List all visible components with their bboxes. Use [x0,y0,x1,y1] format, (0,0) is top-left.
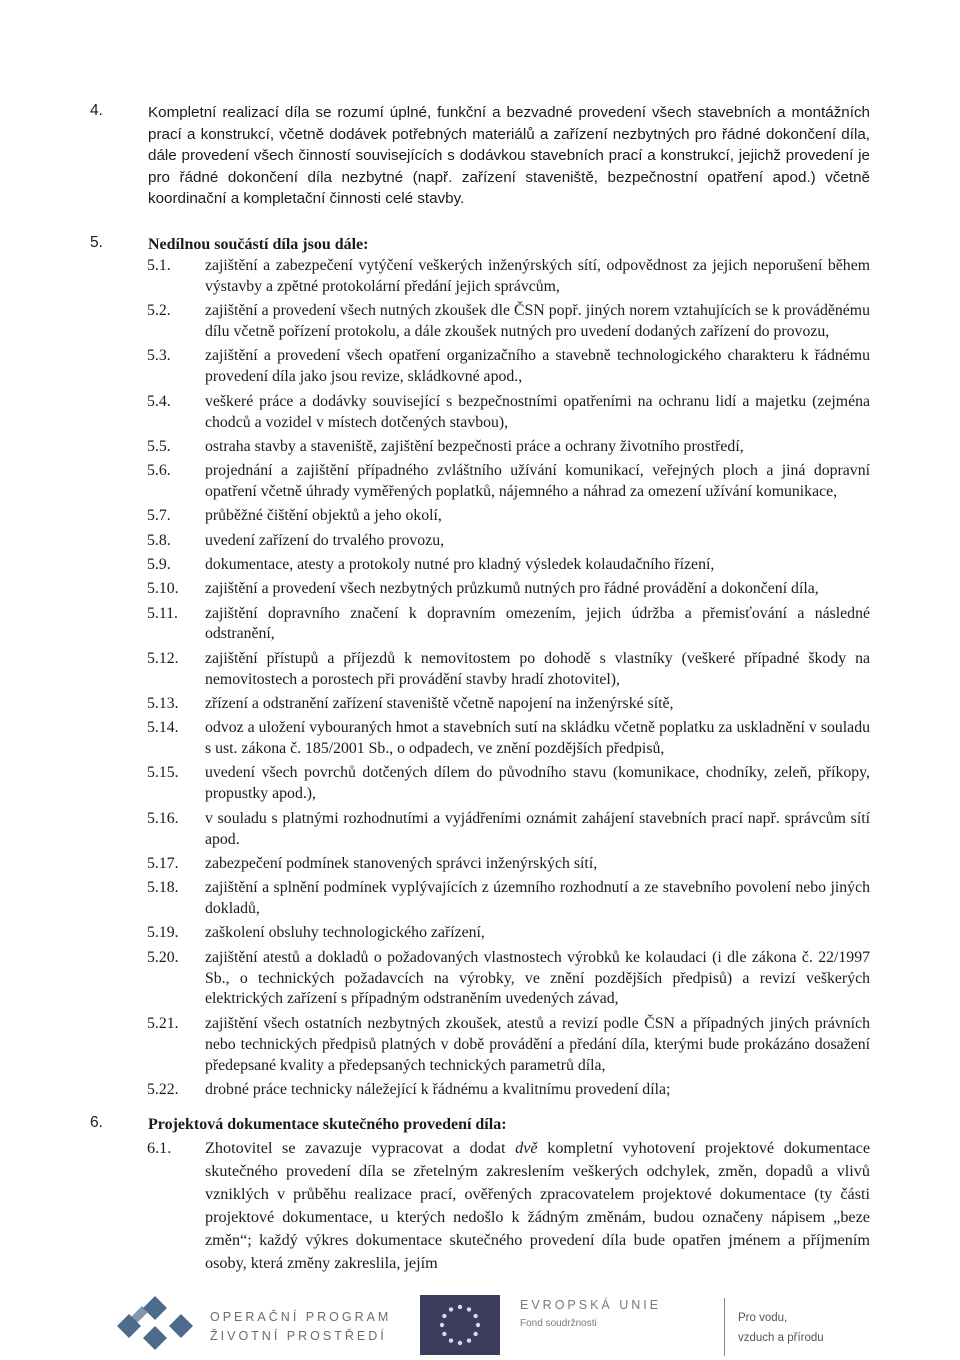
list-item [147,763,870,805]
footer-divider [724,1298,725,1356]
item-text: zajištění atestů a dokladů o požadovaných vlastnostech výrobků ke kolaudaci (i dle zákona č. 22/1997 Sb., o technických požadavcích na výrobky, ve znění pozdějších předpisů) a revizí veškerých elektrických zařízení s případným odstraněním uvedených závad, [205,948,870,1008]
item-text: v souladu s platnými rozhodnutími a vyjádřeními oznámit zahájení stavebních prací např. správcům sítí apod. [205,809,870,848]
item-text: zajištění všech ostatních nezbytných zkoušek, atestů a revizí podle ČSN a případných jiných právních nebo technických předpisů platných v době provádění a předání díla, kterými bude prokázáno dosažení předepsané kvality a předepsaných technických parametrů díla, [205,1014,870,1074]
item-text: ostraha stavby a staveniště, zajištění bezpečnosti práce a ochrany životního prostředí, [205,437,744,455]
section-5-number: 5. [90,234,103,251]
list-item [147,301,870,343]
item-number: 5.14. [147,719,179,737]
item-number: 5.3. [147,347,171,365]
item-text: zajištění přístupů a příjezdů k nemovitostem po dohodě s vlastníky (veškeré případné škody na nemovitostech a porostech při provádění stavby hradí zhotovitel), [205,649,870,688]
item-text: uvedení všech povrchů dotčených dílem do původního stavu (komunikace, chodníky, zeleň, příkopy, propustky apod.), [205,764,870,803]
eu-flag [420,1295,500,1355]
item-text: zaškolení obsluhy technologického zařízení, [205,924,485,942]
item-number: 5.4. [147,392,171,410]
item-number: 5.2. [147,302,171,320]
item-text: odvoz a uložení vybouraných hmot a stavebních sutí na skládku včetně poplatku za uskladnění v souladu s ust. zákona č. 185/2001 Sb., o odpadech, ve znění pozdějších předpisů, [205,719,870,758]
item-text: zajištění a provedení všech nezbytných průzkumů nutných pro řádné provádění a dokončení díla, [205,580,819,598]
item-text: zabezpečení podmínek stanovených správci inženýrských sítí, [205,854,598,872]
list-item [147,649,870,691]
item-number: 5.15. [147,764,179,782]
list-item [147,531,870,552]
op-line-1: OPERAČNÍ PROGRAM [210,1310,392,1324]
item-text: drobné práce technicky náležející k řádnému a kvalitnímu provedení díla; [205,1080,671,1098]
section-4 [90,102,870,210]
section-6-heading-row [90,1114,870,1135]
list-item [147,1014,870,1077]
item-number: 5.17. [147,854,179,872]
section-6-number: 6. [90,1114,103,1131]
item-text: zajištění a provedení všech nutných zkoušek dle ČSN popř. jiných norem vztahujících se k prováděnému dílu včetně pořízení protokolu, a dále zkoušek nutných pro uvedení dodaných zařízení do provozu, [205,302,870,341]
item-number: 5.9. [147,555,171,573]
section-5-items [147,256,870,1104]
op-zp-logo-icon [115,1292,195,1354]
slogan [738,1308,824,1348]
list-item [147,555,870,576]
list-item [147,1080,870,1101]
list-item [147,506,870,527]
eu-title: EVROPSKÁ UNIE [520,1298,662,1312]
item-text: zajištění a splnění podmínek vyplývajících z územního rozhodnutí a ze stavebního povolení nebo jiných dokladů, [205,879,870,918]
item-number: 5.1. [147,257,171,274]
item-number: 5.18. [147,879,179,897]
list-item [147,878,870,920]
item-number: 6.1. [147,1139,172,1157]
section-6-1 [147,1137,870,1275]
item-number: 5.13. [147,694,179,712]
item-number: 5.16. [147,809,179,827]
item-number: 5.11. [147,604,179,622]
item-number: 5.6. [147,462,171,480]
item-text: zajištění a zabezpečení vytýčení veškerých inženýrských sítí, odpovědnost za jejich neporušení během výstavby a zpětné protokolární předání jejich správcům, [205,257,870,295]
item-text: průběžné čištění objektů a jeho okolí, [205,507,442,525]
list-item [147,346,870,388]
list-item [147,948,870,1011]
item-text: projednání a zajištění případného zvláštního užívání komunikací, veřejných ploch a jiná dopravní opatření včetně úhrady vyměřených poplatků, nájemného a náhrad za omezení užívání komunikace, [205,462,870,501]
item-text-after: kompletní vyhotovení projektové dokumentace skutečného provedení díla se zřetelným zakreslením veškerých odchylek, změn, dopadů a vlivů vzniklých v průběhu realizace prací, ověřených zpracovatelem projektové dokumentace (ty části projektové dokumentace, u kterých nedošlo k žádným změnám, budou označeny nápisem „beze změn“; každý výkres dokumentace skutečného provedení díla bude opatřen jménem a příjmením osoby, která změny zakreslila, jejím [205,1139,870,1272]
item-number: 5.5. [147,437,171,455]
list-item [147,809,870,851]
item-number: 5.20. [147,948,179,966]
list-item [147,392,870,434]
section-4-number: 4. [90,102,103,119]
eu-subtitle: Fond soudržnosti [520,1318,597,1329]
footer-logos [0,1280,960,1358]
item-number: 5.21. [147,1014,179,1032]
item-text: zajištění dopravního značení k dopravním omezením, jejich údržba a přemisťování a následné odstranění, [205,604,870,643]
item-text: zajištění a provedení všech opatření organizačního a stavebně technologického charakteru k řádnému provedení díla jako jsou revize, skládkovné apod., [205,347,870,386]
list-item [147,854,870,875]
list-item [147,718,870,760]
slogan-line-2: vzduch a přírodu [738,1332,824,1344]
section-4-text: Kompletní realizací díla se rozumí úplné, funkční a bezvadné provedení všech stavebních a montážních prací a konstrukcí, včetně dodávek potřebných materiálů a zařízení nezbytných pro řádné dokončení díla, dále provedení všech činností souvisejících s dodávkou stavebních prací a konstrukcí, jejichž provedení je pro řádné dokončení díla nezbytné (např. zařízení staveniště, bezpečnostní opatření apod.) včetně koordinační a kompletační činnosti celé stavby. [148,104,870,207]
item-text-before: Zhotovitel se zavazuje vypracovat a dodat [205,1139,516,1157]
item-text: dokumentace, atesty a protokoly nutné pro kladný výsledek kolaudačního řízení, [205,555,715,573]
section-6-heading: Projektová dokumentace skutečného provedení díla: [148,1116,507,1133]
list-item [147,604,870,646]
section-5-heading-row [90,234,870,255]
item-text: zřízení a odstranění zařízení staveniště včetně napojení na inženýrské sítě, [205,694,674,712]
item-number: 5.7. [147,507,171,525]
item-number: 5.8. [147,531,171,549]
list-item [147,437,870,458]
eu-text [520,1298,661,1329]
item-number: 5.22. [147,1080,179,1098]
list-item [147,461,870,503]
list-item [147,256,870,298]
list-item [147,694,870,715]
item-text-emphasis: dvě [515,1139,538,1157]
list-item [147,579,870,600]
slogan-line-1: Pro vodu, [738,1312,788,1324]
eu-stars-icon [420,1295,500,1355]
item-number: 5.10. [147,580,179,598]
item-number: 5.12. [147,649,179,667]
section-5-heading: Nedílnou součástí díla jsou dále: [148,236,369,253]
item-text: uvedení zařízení do trvalého provozu, [205,531,445,549]
op-line-2: ŽIVOTNÍ PROSTŘEDÍ [210,1329,387,1343]
op-program-text [210,1308,391,1346]
item-text: veškeré práce a dodávky související s bezpečnostními opatřeními na ochranu lidí a majetku (zejména chodců a vozidel v místech dotčených stavbou), [205,392,870,431]
list-item [147,923,870,944]
item-number: 5.19. [147,924,179,942]
